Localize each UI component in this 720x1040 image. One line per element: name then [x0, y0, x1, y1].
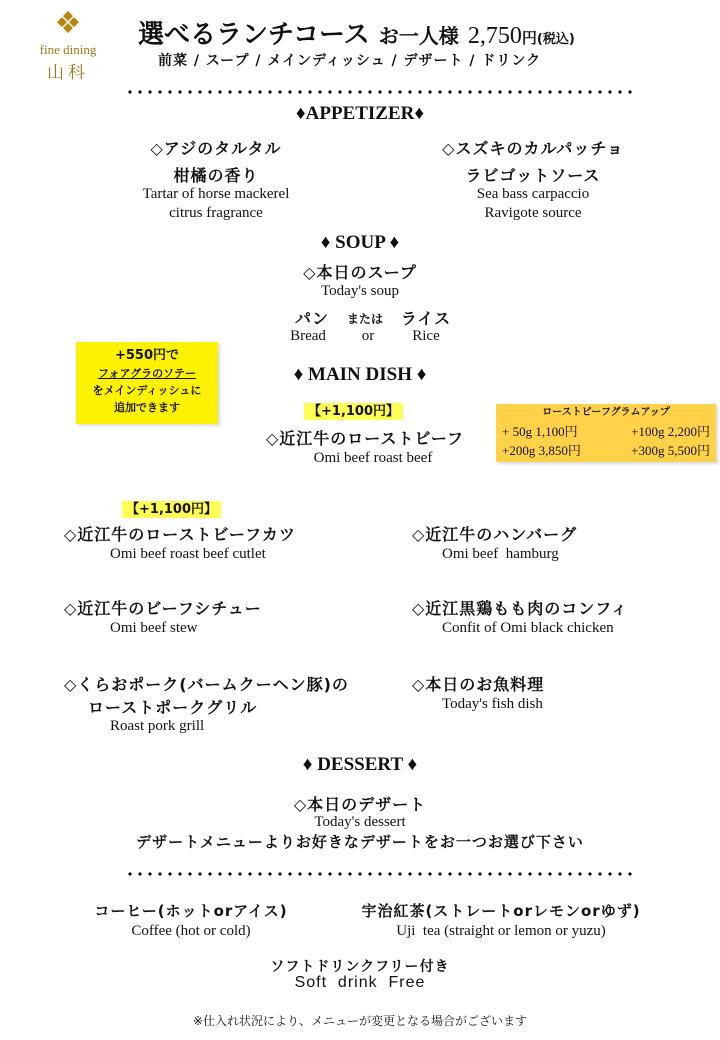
appetizer-2-en2: Ravigote source — [484, 205, 582, 221]
cutlet-badge-wrap — [122, 498, 221, 517]
drink-coffee — [66, 900, 316, 940]
appetizer-2-jp: ◇スズキのカルパッチョ — [442, 139, 624, 158]
featured-jp: ◇近江牛のローストビーフ — [265, 429, 465, 448]
coffee-en: Coffee (hot or cold) — [131, 923, 251, 939]
main-item-hamburg — [412, 522, 577, 563]
soup-title: ♦ SOUP ♦ — [320, 232, 400, 253]
featured-badge-wrap — [304, 400, 403, 419]
divider-top — [125, 90, 635, 94]
foie-note-line2: フォアグラのソテー — [98, 367, 196, 380]
dessert-title: ♦ DESSERT ♦ — [302, 754, 418, 775]
rice-jp: ライス — [400, 309, 452, 328]
appetizer-1-jp2: 柑橘の香り — [173, 166, 259, 185]
appetizer-1-jp: ◇アジのタルタル — [150, 139, 282, 158]
chicken-en: Confit of Omi black chicken — [442, 620, 614, 636]
gram-up-200: +200g 3,850円 — [502, 443, 581, 458]
appetizer-item-2 — [420, 136, 646, 222]
page-title: 選べるランチコース — [138, 20, 370, 50]
soft-drink-en: Soft drink Free — [294, 974, 426, 991]
main-title: ♦ MAIN DISH ♦ — [293, 364, 427, 385]
chicken-jp: ◇近江黒鶏もも肉のコンフィ — [412, 599, 629, 618]
dessert-note: デザートメニューよりお好きなデザートをお一つお選び下さい — [136, 833, 584, 851]
coffee-jp: コーヒー(ホットorアイス) — [94, 902, 288, 920]
soft-drink-jp: ソフトドリンクフリー付き — [270, 959, 450, 975]
divider-bottom — [125, 872, 635, 876]
gram-up-100: +100g 2,200円 — [631, 424, 710, 439]
logo-mark-icon: ❖ — [54, 6, 82, 41]
logo-jp: 山科 — [47, 63, 89, 83]
per-person: お一人様 — [378, 24, 459, 48]
dessert-jp: ◇本日のデザート — [293, 795, 427, 814]
fish-en: Today's fish dish — [442, 696, 543, 712]
cutlet-price-badge: 【+1,100円】 — [122, 501, 221, 518]
logo-en: fine dining — [39, 42, 97, 57]
fish-jp: ◇本日のお魚料理 — [412, 675, 545, 694]
dessert-en: Today's dessert — [314, 814, 406, 830]
or-en: or — [361, 328, 375, 344]
hamburg-jp: ◇近江牛のハンバーグ — [412, 525, 578, 544]
foie-note-line3: をメインディッシュに — [92, 384, 202, 397]
rice-en: Rice — [412, 328, 440, 344]
soup-en: Today's soup — [321, 283, 399, 299]
appetizer-2-en: Sea bass carpaccio — [476, 186, 590, 202]
footer-note: ※仕入れ状況により、メニューが変更となる場合がございます — [192, 1014, 528, 1028]
appetizer-1-en: Tartar of horse mackerel — [142, 186, 290, 202]
appetizer-item-1 — [100, 136, 332, 222]
pork-jp: ◇くらおポーク(バームクーヘン豚)の — [64, 675, 349, 694]
foie-note-line4: 追加できます — [114, 401, 180, 414]
hamburg-en: Omi beef hamburg — [442, 546, 559, 562]
main-item-stew — [64, 596, 262, 637]
featured-en: Omi beef roast beef — [313, 450, 433, 466]
course-list: 前菜 / スープ / メインディッシュ / デザート / ドリンク — [158, 53, 542, 69]
tea-en: Uji tea (straight or lemon or yuzu) — [396, 923, 606, 939]
appetizer-title: ♦APPETIZER♦ — [295, 103, 425, 124]
appetizer-1-en2: citrus fragrance — [169, 205, 263, 221]
drink-tea — [316, 900, 686, 940]
logo — [28, 8, 108, 83]
soup-jp: ◇本日のスープ — [303, 263, 417, 282]
yen: 円 — [521, 29, 537, 47]
main-item-cutlet — [64, 522, 296, 563]
stew-en: Omi beef stew — [110, 620, 198, 636]
stew-jp: ◇近江牛のビーフシチュー — [64, 599, 262, 618]
gram-up-title: ローストビーフグラムアップ — [542, 407, 670, 418]
tea-jp: 宇治紅茶(ストレートorレモンorゆず) — [361, 902, 641, 920]
gram-up-box — [496, 404, 716, 462]
bread-jp: パン — [294, 309, 329, 328]
pork-en: Roast pork grill — [110, 718, 205, 734]
featured-price-badge: 【+1,100円】 — [304, 403, 403, 420]
main-item-pork — [64, 672, 349, 735]
or-jp: または — [346, 312, 383, 326]
cutlet-jp: ◇近江牛のローストビーフカツ — [64, 525, 296, 544]
price: 2,750 — [467, 23, 522, 49]
pork-jp2: ローストポークグリル — [88, 698, 258, 717]
tax-note: (税込) — [536, 32, 575, 47]
bread-en: Bread — [290, 328, 326, 344]
header — [138, 14, 575, 51]
cutlet-en: Omi beef roast beef cutlet — [110, 546, 266, 562]
main-item-chicken — [412, 596, 628, 637]
main-item-fish — [412, 672, 544, 713]
appetizer-2-jp2: ラビゴットソース — [465, 166, 601, 185]
foie-note-line1: +550円で — [114, 348, 180, 363]
gram-up-50: + 50g 1,100円 — [502, 424, 578, 439]
gram-up-300: +300g 5,500円 — [631, 443, 710, 458]
